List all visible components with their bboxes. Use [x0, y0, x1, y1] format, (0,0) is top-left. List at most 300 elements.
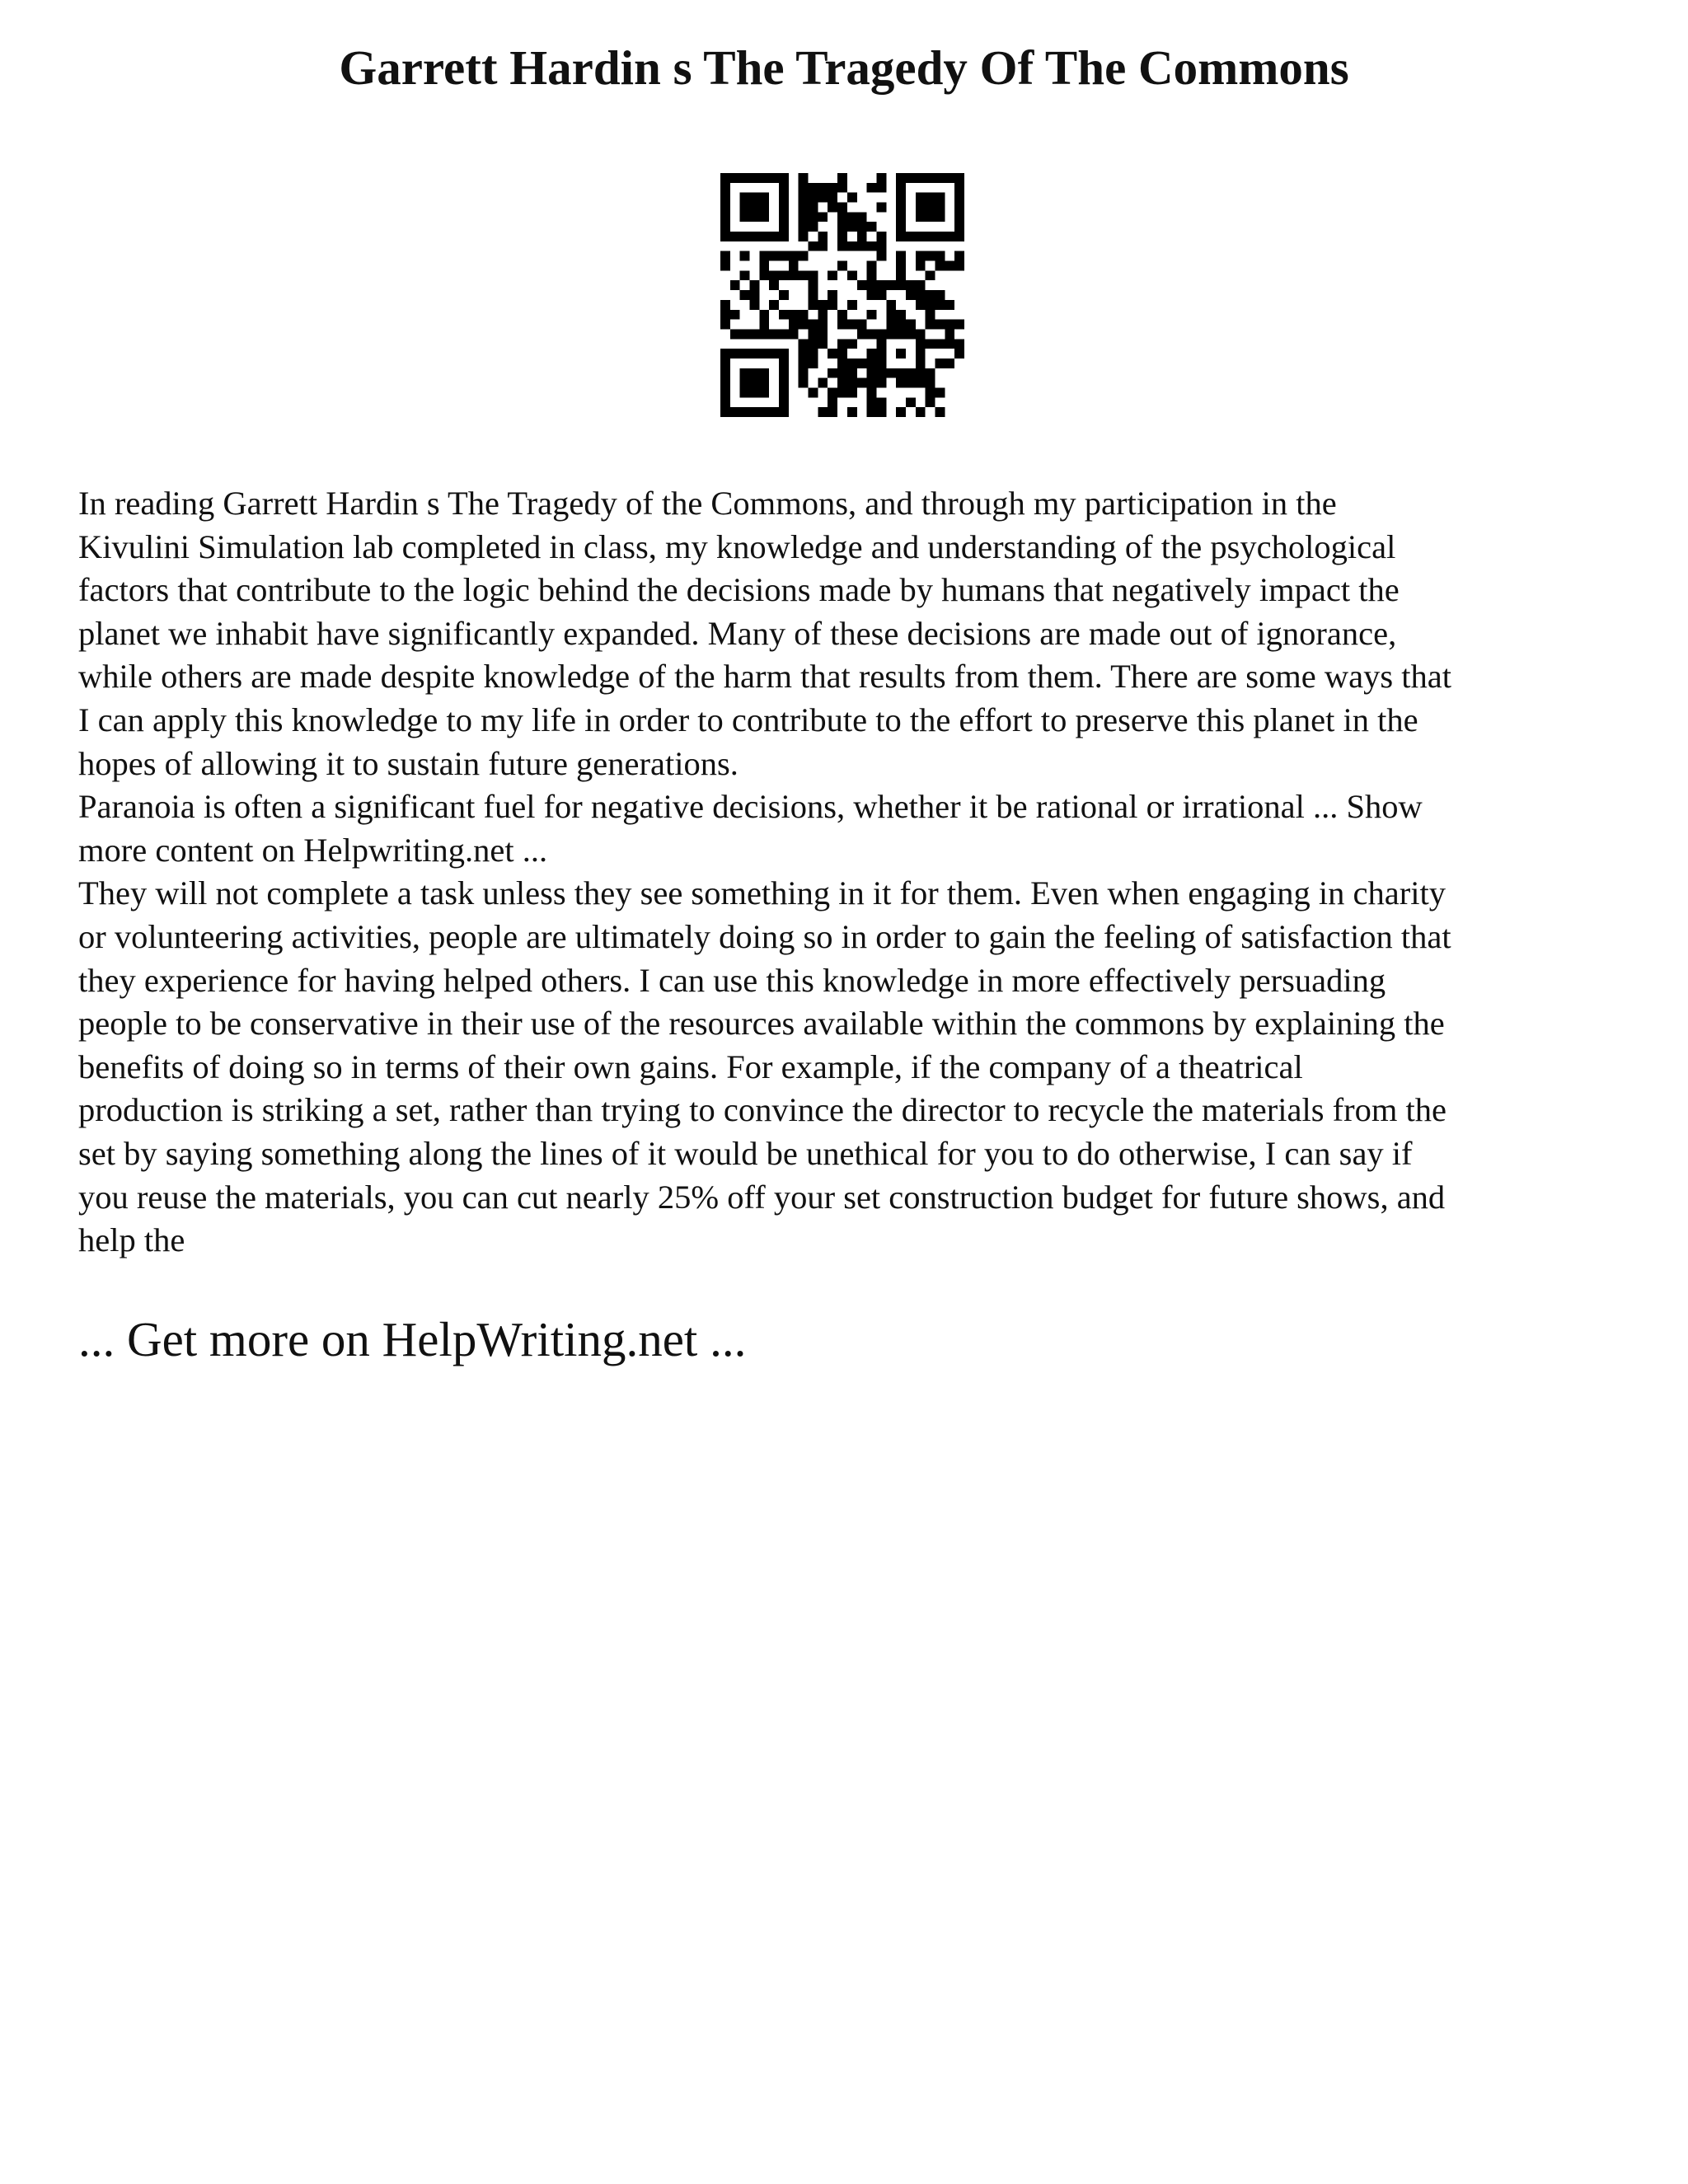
qr-module: [945, 261, 954, 271]
qr-module: [954, 173, 964, 183]
qr-module: [750, 378, 760, 388]
qr-module: [750, 407, 760, 417]
qr-module: [867, 407, 877, 417]
qr-module: [867, 222, 877, 232]
qr-module: [867, 329, 877, 339]
qr-module: [750, 290, 760, 300]
qr-module: [935, 212, 945, 222]
paragraph-paranoia: [78, 785, 1644, 872]
qr-module: [769, 407, 779, 417]
qr-module: [779, 222, 789, 232]
qr-module: [799, 359, 809, 368]
qr-module: [779, 193, 789, 203]
qr-module: [720, 251, 730, 261]
qr-module: [720, 212, 730, 222]
qr-module: [847, 222, 857, 232]
qr-module: [809, 359, 818, 368]
qr-module: [847, 241, 857, 251]
qr-module: [876, 329, 886, 339]
qr-module: [818, 329, 828, 339]
text-line: help the: [78, 1221, 185, 1259]
qr-module: [867, 359, 877, 368]
qr-module: [896, 193, 906, 203]
qr-module: [916, 300, 926, 310]
qr-module: [799, 378, 809, 388]
qr-module: [926, 251, 935, 261]
qr-module: [779, 212, 789, 222]
qr-module: [759, 232, 769, 241]
qr-module: [876, 251, 886, 261]
qr-module: [750, 173, 760, 183]
qr-module: [720, 222, 730, 232]
qr-module: [876, 368, 886, 378]
qr-module: [759, 261, 769, 271]
qr-module: [857, 241, 867, 251]
qr-module: [945, 300, 954, 310]
qr-module: [954, 212, 964, 222]
qr-module: [886, 310, 896, 320]
text-line: Kivulini Simulation lab completed in class, my knowledge and understanding of the psychological: [78, 527, 1396, 565]
qr-module: [809, 329, 818, 339]
qr-module: [720, 261, 730, 271]
qr-module: [926, 300, 935, 310]
qr-module: [916, 378, 926, 388]
qr-module: [720, 203, 730, 213]
qr-module: [926, 203, 935, 213]
qr-module: [847, 378, 857, 388]
qr-module: [759, 329, 769, 339]
qr-module: [779, 387, 789, 397]
qr-module: [916, 407, 926, 417]
text-line: people to be conservative in their use of the resources available within the commons by explaining the: [78, 1005, 1445, 1043]
qr-module: [759, 251, 769, 261]
qr-module: [730, 407, 740, 417]
qr-module: [935, 407, 945, 417]
qr-module: [926, 212, 935, 222]
qr-module: [837, 387, 847, 397]
qr-module: [857, 329, 867, 339]
qr-module: [916, 173, 926, 183]
qr-module: [954, 320, 964, 330]
qr-module: [847, 387, 857, 397]
qr-module: [896, 251, 906, 261]
qr-module: [730, 173, 740, 183]
qr-module: [906, 378, 916, 388]
qr-module: [935, 251, 945, 261]
qr-module: [935, 300, 945, 310]
qr-module: [759, 349, 769, 359]
qr-module: [818, 310, 828, 320]
text-line: they experience for having helped others. I can use this knowledge in more effectively persuading: [78, 961, 1386, 999]
qr-module: [916, 359, 926, 368]
qr-module: [759, 203, 769, 213]
qr-module: [926, 290, 935, 300]
qr-module: [828, 183, 837, 193]
qr-module: [926, 397, 935, 407]
qr-module: [828, 368, 837, 378]
qr-module: [720, 387, 730, 397]
qr-module: [896, 173, 906, 183]
qr-module: [759, 320, 769, 330]
qr-module: [828, 270, 837, 280]
qr-module: [720, 232, 730, 241]
qr-module: [740, 203, 750, 213]
qr-module: [720, 407, 730, 417]
qr-module: [876, 349, 886, 359]
qr-module: [857, 280, 867, 290]
qr-module: [954, 203, 964, 213]
qr-module: [809, 320, 818, 330]
qr-module: [769, 270, 779, 280]
qr-module: [945, 320, 954, 330]
qr-module: [769, 349, 779, 359]
qr-module: [759, 310, 769, 320]
qr-module: [954, 232, 964, 241]
qr-module: [809, 270, 818, 280]
qr-module: [906, 173, 916, 183]
text-line: hopes of allowing it to sustain future generations.: [78, 744, 738, 782]
qr-module: [809, 203, 818, 213]
qr-module: [857, 232, 867, 241]
qr-module: [867, 310, 877, 320]
qr-module: [926, 270, 935, 280]
qr-module: [720, 320, 730, 330]
qr-module: [926, 173, 935, 183]
qr-module: [916, 251, 926, 261]
qr-module: [857, 378, 867, 388]
qr-module: [935, 203, 945, 213]
qr-module: [867, 270, 877, 280]
qr-module: [809, 193, 818, 203]
qr-module: [876, 407, 886, 417]
qr-module: [720, 378, 730, 388]
qr-module: [886, 300, 896, 310]
qr-module: [954, 349, 964, 359]
qr-module: [828, 193, 837, 203]
qr-module: [818, 193, 828, 203]
qr-module: [896, 378, 906, 388]
qr-module: [837, 349, 847, 359]
qr-module: [837, 232, 847, 241]
qr-module: [759, 193, 769, 203]
qr-module: [857, 222, 867, 232]
qr-module: [799, 320, 809, 330]
qr-module: [818, 300, 828, 310]
qr-module: [896, 329, 906, 339]
qr-module: [799, 270, 809, 280]
qr-module: [935, 320, 945, 330]
text-line: benefits of doing so in terms of their own gains. For example, if the company of a theatrical: [78, 1047, 1303, 1085]
qr-module: [906, 329, 916, 339]
qr-module: [945, 329, 954, 339]
qr-module: [926, 387, 935, 397]
qr-module: [954, 183, 964, 193]
qr-module: [945, 232, 954, 241]
qr-module: [916, 261, 926, 271]
qr-module: [876, 203, 886, 213]
qr-module: [828, 407, 837, 417]
qr-module: [740, 232, 750, 241]
qr-module: [720, 300, 730, 310]
qr-module: [954, 339, 964, 349]
qr-module: [876, 280, 886, 290]
qr-module: [809, 280, 818, 290]
qr-module: [769, 251, 779, 261]
qr-module: [837, 378, 847, 388]
qr-module: [847, 270, 857, 280]
qr-module: [837, 222, 847, 232]
qr-module: [799, 310, 809, 320]
qr-module: [926, 378, 935, 388]
qr-module: [779, 251, 789, 261]
qr-module: [750, 387, 760, 397]
qr-module: [759, 368, 769, 378]
qr-module: [847, 212, 857, 222]
qr-module: [847, 407, 857, 417]
text-line: In reading Garrett Hardin s The Tragedy of the Commons, and through my participation in the: [78, 485, 1337, 522]
qr-module: [916, 349, 926, 359]
qr-module: [896, 232, 906, 241]
qr-module: [720, 173, 730, 183]
qr-module: [916, 368, 926, 378]
qr-module: [720, 359, 730, 368]
get-more-link[interactable]: ... Get more on HelpWriting.net ...: [78, 1312, 747, 1366]
qr-module: [876, 173, 886, 183]
qr-module: [926, 320, 935, 330]
text-line: production is striking a set, rather than trying to convince the director to recycle the materials from the: [78, 1091, 1447, 1129]
qr-module: [720, 368, 730, 378]
qr-module: [809, 349, 818, 359]
qr-module: [818, 212, 828, 222]
qr-module: [896, 368, 906, 378]
qr-module: [799, 183, 809, 193]
qr-module: [720, 397, 730, 407]
text-line: Paranoia is often a significant fuel for negative decisions, whether it be rational or irrational ... Show: [78, 788, 1423, 826]
qr-module: [720, 349, 730, 359]
qr-module: [896, 183, 906, 193]
qr-module: [740, 251, 750, 261]
qr-module: [935, 193, 945, 203]
qr-module: [789, 270, 799, 280]
qr-module: [886, 368, 896, 378]
qr-module: [828, 397, 837, 407]
qr-module: [916, 232, 926, 241]
qr-module: [916, 329, 926, 339]
qr-module: [847, 339, 857, 349]
qr-module: [799, 368, 809, 378]
qr-module: [916, 290, 926, 300]
qr-module: [818, 241, 828, 251]
qr-module: [935, 232, 945, 241]
qr-module: [935, 261, 945, 271]
qr-module: [837, 359, 847, 368]
qr-module: [886, 320, 896, 330]
qr-module: [740, 193, 750, 203]
qr-module: [799, 349, 809, 359]
qr-module: [759, 407, 769, 417]
qr-module: [740, 173, 750, 183]
qr-module: [906, 368, 916, 378]
text-line: factors that contribute to the logic behind the decisions made by humans that negatively impact the: [78, 571, 1400, 609]
qr-module: [876, 359, 886, 368]
text-line: or volunteering activities, people are ultimately doing so in order to gain the feeling of satisfaction that: [78, 917, 1451, 955]
qr-module: [896, 270, 906, 280]
qr-module: [886, 329, 896, 339]
qr-module: [857, 359, 867, 368]
qr-module: [809, 222, 818, 232]
qr-module: [818, 320, 828, 330]
qr-module: [750, 280, 760, 290]
qr-module: [916, 212, 926, 222]
qr-module: [789, 261, 799, 271]
qr-module: [935, 173, 945, 183]
qr-module: [876, 290, 886, 300]
qr-module: [779, 290, 789, 300]
qr-module: [847, 359, 857, 368]
qr-module: [730, 310, 740, 320]
text-line: planet we inhabit have significantly expanded. Many of these decisions are made out of ignorance,: [78, 614, 1397, 652]
qr-module: [769, 280, 779, 290]
qr-module: [847, 368, 857, 378]
qr-module: [769, 232, 779, 241]
qr-module: [750, 232, 760, 241]
qr-module: [789, 310, 799, 320]
qr-module: [926, 310, 935, 320]
qr-module: [906, 397, 916, 407]
qr-module: [720, 193, 730, 203]
text-line: They will not complete a task unless they see something in it for them. Even when engaging in charity: [78, 874, 1446, 912]
qr-module: [837, 368, 847, 378]
qr-module: [896, 212, 906, 222]
qr-module: [867, 280, 877, 290]
qr-module: [769, 300, 779, 310]
qr-module: [896, 261, 906, 271]
qr-module: [759, 212, 769, 222]
qr-module: [818, 339, 828, 349]
qr-module: [730, 349, 740, 359]
qr-module: [720, 310, 730, 320]
qr-module: [750, 300, 760, 310]
qr-module: [789, 320, 799, 330]
qr-module: [954, 193, 964, 203]
qr-module: [876, 339, 886, 349]
qr-module: [828, 203, 837, 213]
qr-module: [779, 270, 789, 280]
text-line: I can apply this knowledge to my life in order to contribute to the effort to preserve this planet in the: [78, 701, 1418, 738]
qr-module: [740, 329, 750, 339]
qr-module: [750, 212, 760, 222]
text-line: more content on Helpwriting.net ...: [78, 831, 548, 869]
qr-module: [916, 280, 926, 290]
qr-module: [730, 280, 740, 290]
qr-module: [818, 183, 828, 193]
qr-module: [867, 290, 877, 300]
qr-module: [730, 329, 740, 339]
qr-module: [740, 290, 750, 300]
qr-module: [779, 359, 789, 368]
qr-module: [896, 222, 906, 232]
qr-module: [867, 241, 877, 251]
qr-module: [779, 378, 789, 388]
paragraph-intro: [78, 482, 1644, 785]
qr-module: [926, 339, 935, 349]
qr-module: [730, 232, 740, 241]
qr-code-icon: [720, 173, 964, 417]
qr-module: [809, 300, 818, 310]
qr-module: [837, 212, 847, 222]
qr-module: [847, 320, 857, 330]
qr-module: [906, 232, 916, 241]
qr-module: [837, 320, 847, 330]
qr-module: [750, 203, 760, 213]
qr-module: [779, 173, 789, 183]
qr-module: [740, 407, 750, 417]
qr-module: [750, 368, 760, 378]
qr-module: [876, 378, 886, 388]
qr-module: [828, 290, 837, 300]
qr-module: [926, 368, 935, 378]
qr-module: [867, 349, 877, 359]
qr-module: [799, 232, 809, 241]
text-line: set by saying something along the lines of it would be unethical for you to do otherwise, I can say if: [78, 1134, 1413, 1172]
qr-module: [867, 387, 877, 397]
qr-module: [809, 183, 818, 193]
qr-module: [916, 203, 926, 213]
qr-module: [750, 329, 760, 339]
text-line: you reuse the materials, you can cut nearly 25% off your set construction budget for future shows, and: [78, 1178, 1446, 1216]
qr-module: [847, 300, 857, 310]
qr-module: [886, 280, 896, 290]
qr-module: [769, 173, 779, 183]
qr-module: [750, 193, 760, 203]
qr-module: [867, 261, 877, 271]
qr-module: [750, 349, 760, 359]
qr-module: [740, 212, 750, 222]
qr-module: [916, 339, 926, 349]
qr-module: [945, 339, 954, 349]
qr-module: [779, 232, 789, 241]
qr-module: [779, 407, 789, 417]
qr-module: [916, 193, 926, 203]
paragraph-persuasion: [78, 872, 1644, 1262]
qr-module: [876, 397, 886, 407]
qr-module: [867, 368, 877, 378]
qr-module: [759, 378, 769, 388]
qr-module: [799, 222, 809, 232]
qr-module: [799, 212, 809, 222]
qr-module: [876, 232, 886, 241]
qr-module: [906, 290, 916, 300]
qr-module: [867, 183, 877, 193]
qr-module: [926, 232, 935, 241]
qr-module: [740, 368, 750, 378]
qr-module: [828, 349, 837, 359]
qr-module: [809, 241, 818, 251]
qr-module: [837, 261, 847, 271]
qr-module: [809, 290, 818, 300]
qr-module: [779, 203, 789, 213]
qr-module: [759, 173, 769, 183]
qr-module: [799, 193, 809, 203]
qr-module: [809, 212, 818, 222]
document-title: Garrett Hardin s The Tragedy Of The Commons: [339, 40, 1349, 95]
qr-module: [828, 300, 837, 310]
qr-module: [837, 173, 847, 183]
qr-module: [818, 407, 828, 417]
qr-module: [896, 280, 906, 290]
qr-module: [779, 183, 789, 193]
qr-module: [926, 193, 935, 203]
